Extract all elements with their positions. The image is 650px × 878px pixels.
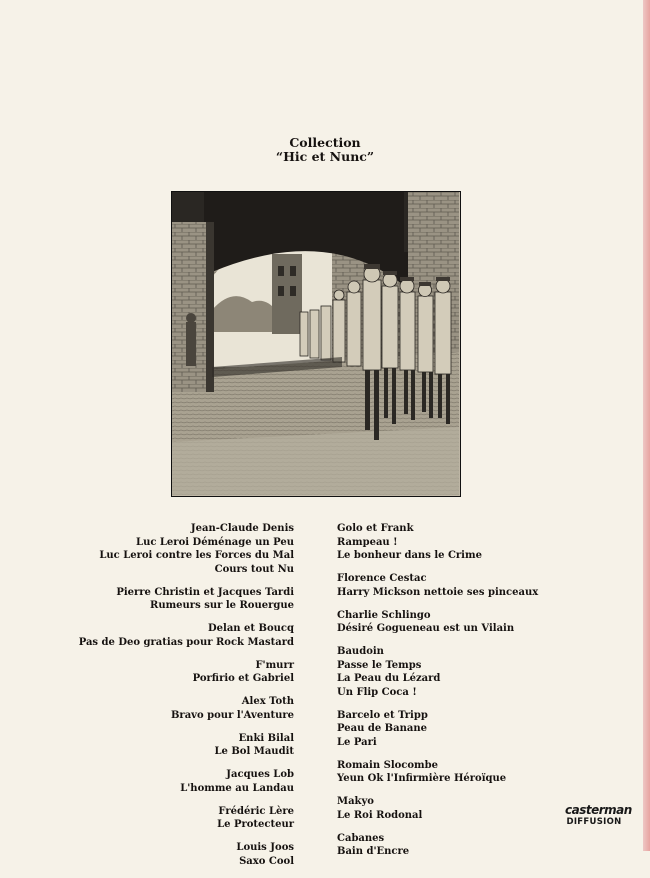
entry-author: Louis Joos [236,842,294,853]
entry-title: Bravo pour l'Aventure [170,709,294,721]
cover-illustration [171,191,461,497]
entry-title: Le Protecteur [217,819,294,830]
catalog-entry [337,522,538,563]
catalog-entry [79,622,294,649]
entry-author: Golo et Frank [337,523,414,534]
entry-author: Pierre Christin et Jacques Tardi [116,586,294,598]
entry-title: Le Bol Maudit [214,746,294,757]
catalog-entry [79,841,294,868]
entry-author: Jacques Lob [226,769,294,780]
entry-author: F'murr [255,659,294,671]
catalog-entry [79,659,294,686]
entry-title: Harry Mickson nettoie ses pinceaux [337,586,539,598]
catalog-entry [79,522,294,576]
catalog-entry [79,805,294,832]
publisher-logo-mark: casterman [565,803,632,817]
catalog-entry [337,645,538,699]
entry-author: Charlie Schlingo [337,609,431,621]
entry-title: L'homme au Landau [180,782,294,794]
catalog-entry [337,709,538,750]
entry-author: Frédéric Lère [218,805,294,817]
entry-author: Enki Bilal [238,732,294,744]
entry-author: Jean-Claude Denis [190,523,294,534]
entry-title: Un Flip Coca ! [337,686,417,698]
entry-author: Barcelo et Tripp [337,709,428,721]
entry-author: Baudoin [337,646,384,657]
entry-author: Romain Slocombe [337,759,438,771]
catalog-entry [337,609,538,636]
collection-name: “Hic et Nunc” [275,149,375,164]
catalog-entry [79,768,294,795]
catalog-entry [79,732,294,759]
right-catalog-column [337,522,538,868]
entry-author: Alex Toth [241,696,294,707]
catalog-entry [337,572,538,599]
entry-title: Bain d'Encre [337,846,410,857]
catalog-entry [337,832,538,859]
catalog-entry [337,759,538,786]
entry-author: Delan et Boucq [207,623,294,634]
entry-title: Luc Leroi contre les Forces du Mal [99,550,294,561]
soldiers-marching-through-archway-illustration [172,192,459,495]
left-catalog-column [79,522,294,878]
entry-title: Le bonheur dans le Crime [337,550,482,561]
collection-label: Collection [289,135,361,150]
page-edge [643,0,650,851]
entry-title: Yeun Ok l'Infirmière Héroïque [337,773,507,784]
publisher-logo [565,803,632,830]
entry-title: Désiré Gogueneau est un Vilain [337,623,515,634]
entry-title: Porfirio et Gabriel [192,673,294,684]
entry-title: Pas de Deo gratias pour Rock Mastard [78,636,294,648]
entry-title: Cours tout Nu [214,563,294,575]
catalog-entry [79,586,294,613]
collection-title [0,136,650,164]
entry-author: Makyo [337,796,374,807]
entry-author: Florence Cestac [337,573,427,584]
entry-title: Saxo Cool [239,855,294,867]
entry-title: Peau de Banane [337,723,427,734]
entry-title: Rumeurs sur le Rouergue [150,600,294,611]
entry-author: Cabanes [337,832,385,844]
catalog-entry [337,795,538,822]
entry-title: Le Roi Rodonal [337,809,423,821]
entry-title: Rampeau ! [337,536,398,548]
entry-title: Le Pari [337,736,377,748]
entry-title: La Peau du Lézard [337,673,441,684]
entry-title: Luc Leroi Déménage un Peu [136,536,294,548]
entry-title: Passe le Temps [337,659,422,671]
catalog-entry [79,695,294,722]
publisher-logo-label: DIFFUSION [566,817,622,827]
